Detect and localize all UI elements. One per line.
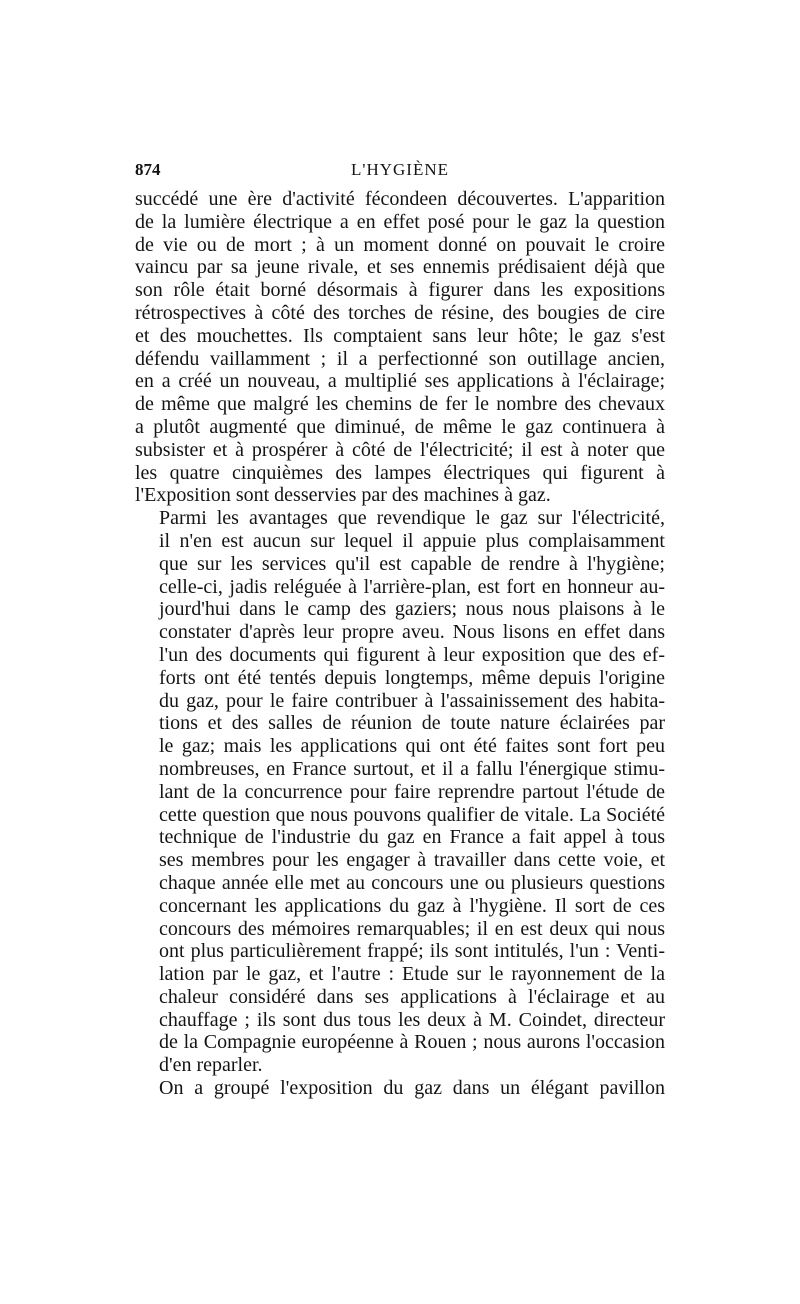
body-text — [135, 188, 665, 1100]
text-line: et des mouchettes. Ils comptaient sans leur hôte; le gaz s'est — [135, 324, 665, 347]
text-line: technique de l'industrie du gaz en France a fait appel à tous — [159, 826, 665, 849]
text-line: chaleur considéré dans ses applications à l'éclairage et au — [159, 985, 665, 1008]
text-line: nombreuses, en France surtout, et il a fallu l'énergique stimu- — [159, 757, 665, 780]
text-line: du gaz, pour le faire contribuer à l'assainissement des habita- — [159, 689, 665, 712]
text-line: succédé une ère d'activité fécondeen découvertes. L'apparition — [135, 188, 665, 210]
text-line: rétrospectives à côté des torches de résine, des bougies de cire — [135, 301, 665, 324]
text-line: chaque année elle met au concours une ou plusieurs questions — [159, 871, 665, 894]
page-number: 874 — [135, 160, 161, 179]
text-line: cette question que nous pouvons qualifier de vitale. La Société — [159, 803, 665, 826]
text-line: ses membres pour les engager à travailler dans cette voie, et — [159, 849, 665, 872]
text-line: l'Exposition sont desservies par des machines à gaz. — [135, 484, 551, 507]
text-line: On a groupé l'exposition du gaz dans un élégant pavillon — [159, 1077, 665, 1100]
text-line: lant de la concurrence pour faire reprendre partout l'étude de — [159, 780, 665, 803]
text-line: l'un des documents qui figurent à leur exposition que des ef- — [159, 643, 665, 666]
page-header — [135, 160, 665, 184]
text-line: jourd'hui dans le camp des gaziers; nous nous plaisons à le — [159, 598, 665, 621]
text-line: défendu vaillamment ; il a perfectionné son outillage ancien, — [135, 347, 665, 370]
text-line: lation par le gaz, et l'autre : Etude sur le rayonnement de la — [159, 963, 665, 986]
text-line: de la lumière électrique a en effet posé pour le gaz la question — [135, 210, 665, 233]
text-line: de vie ou de mort ; à un moment donné on pouvait le croire — [135, 233, 665, 256]
text-line: a plutôt augmenté que diminué, de même le gaz continuera à — [135, 415, 665, 438]
paragraph-1 — [135, 188, 665, 507]
text-line: en a créé un nouveau, a multiplié ses applications à l'éclairage; — [135, 370, 665, 393]
text-line: concernant les applications du gaz à l'hygiène. Il sort de ces — [159, 894, 665, 917]
text-line: ont plus particulièrement frappé; ils sont intitulés, l'un : Venti- — [159, 940, 665, 963]
text-line: concours des mémoires remarquables; il en est deux qui nous — [159, 917, 665, 940]
text-line: de la Compagnie européenne à Rouen ; nous aurons l'occasion — [159, 1031, 665, 1054]
text-line: que sur les services qu'il est capable de rendre à l'hygiène; — [159, 552, 665, 575]
text-line: celle-ci, jadis reléguée à l'arrière-plan, est fort en honneur au- — [159, 575, 665, 598]
text-line: de même que malgré les chemins de fer le nombre des chevaux — [135, 393, 665, 416]
text-line: d'en reparler. — [159, 1054, 263, 1077]
running-head: L'HYGIÈNE — [351, 160, 449, 179]
text-line: le gaz; mais les applications qui ont été faites sont fort peu — [159, 735, 665, 758]
text-line: chauffage ; ils sont dus tous les deux à M. Coindet, directeur — [159, 1008, 665, 1031]
text-line: forts ont été tentés depuis longtemps, même depuis l'origine — [159, 666, 665, 689]
text-line: vaincu par sa jeune rivale, et ses ennemis prédisaient déjà que — [135, 256, 665, 279]
text-line: les quatre cinquièmes des lampes électriques qui figurent à — [135, 461, 665, 484]
text-line: constater d'après leur propre aveu. Nous lisons en effet dans — [159, 621, 665, 644]
paragraph-3 — [135, 1077, 665, 1100]
text-line: tions et des salles de réunion de toute nature éclairées par — [159, 712, 665, 735]
paragraph-2 — [135, 507, 665, 1077]
text-line: Parmi les avantages que revendique le gaz sur l'électricité, — [159, 507, 665, 530]
text-line: subsister et à prospérer à côté de l'électricité; il est à noter que — [135, 438, 665, 461]
text-line: il n'en est aucun sur lequel il appuie plus complaisamment — [159, 529, 665, 552]
text-line: son rôle était borné désormais à figurer dans les expositions — [135, 279, 665, 302]
